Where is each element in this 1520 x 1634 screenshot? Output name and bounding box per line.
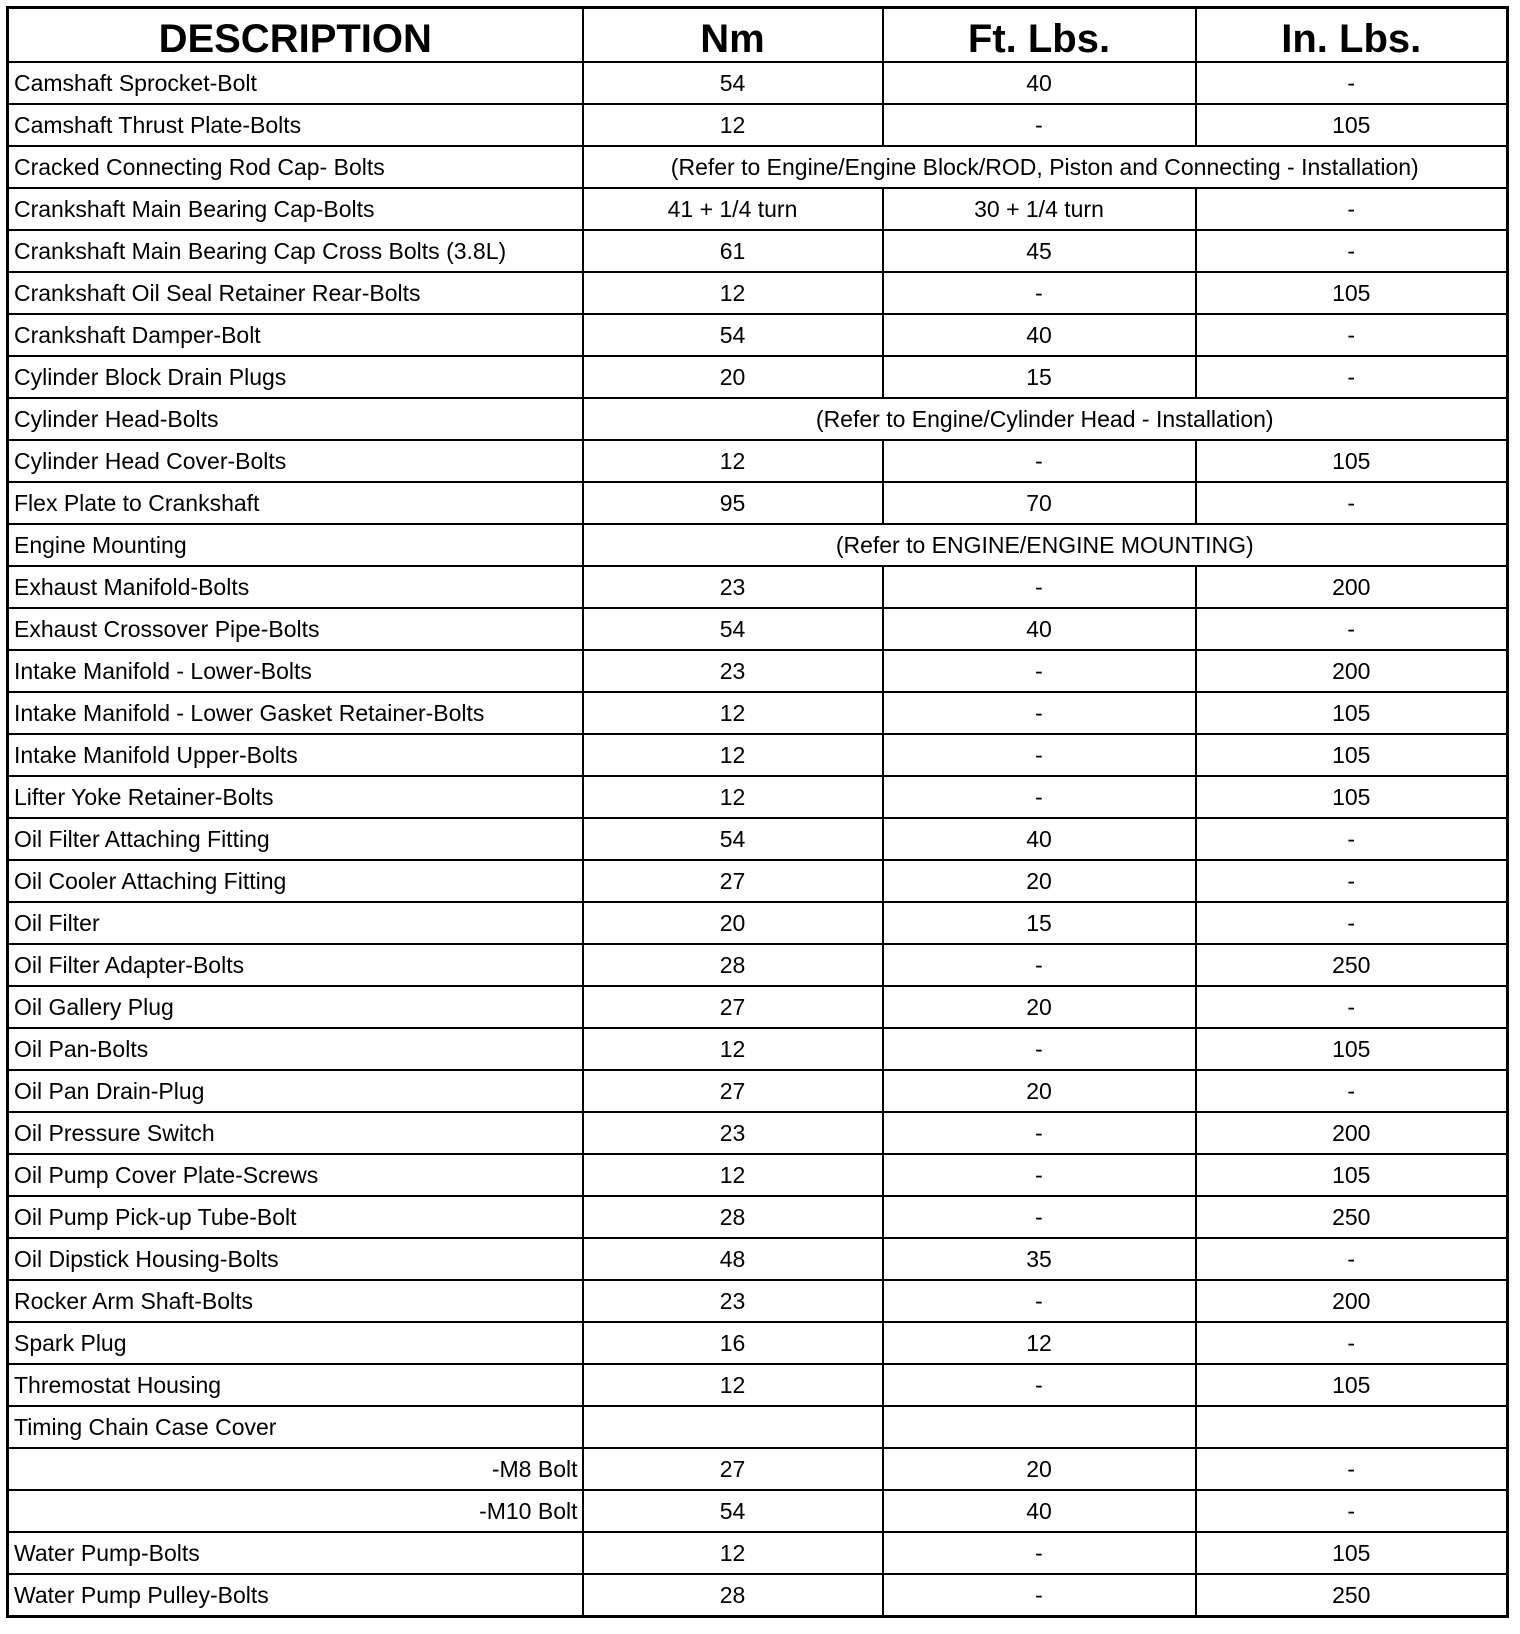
row-description: Flex Plate to Crankshaft xyxy=(8,482,583,524)
row-ft-lbs-value: - xyxy=(883,1112,1196,1154)
row-ft-lbs-value: 15 xyxy=(883,902,1196,944)
row-ft-lbs-value: 40 xyxy=(883,1490,1196,1532)
table-row xyxy=(8,272,1508,314)
row-in-lbs-value: 105 xyxy=(1196,1532,1508,1574)
table-row xyxy=(8,230,1508,272)
row-nm-value: 54 xyxy=(583,608,883,650)
row-description: Cracked Connecting Rod Cap- Bolts xyxy=(8,146,583,188)
row-description: Oil Filter Attaching Fitting xyxy=(8,818,583,860)
table-row xyxy=(8,1364,1508,1406)
row-in-lbs-value: 105 xyxy=(1196,1028,1508,1070)
row-nm-value: 23 xyxy=(583,566,883,608)
row-in-lbs-value: - xyxy=(1196,188,1508,230)
row-nm-value: 95 xyxy=(583,482,883,524)
table-row xyxy=(8,104,1508,146)
table-body xyxy=(8,62,1508,1617)
row-nm-value: 54 xyxy=(583,818,883,860)
row-description: Oil Pressure Switch xyxy=(8,1112,583,1154)
row-ft-lbs-value: - xyxy=(883,440,1196,482)
table-row xyxy=(8,356,1508,398)
row-ft-lbs-value: 30 + 1/4 turn xyxy=(883,188,1196,230)
row-description: Exhaust Crossover Pipe-Bolts xyxy=(8,608,583,650)
row-description: Oil Pump Cover Plate-Screws xyxy=(8,1154,583,1196)
row-in-lbs-value: - xyxy=(1196,986,1508,1028)
row-nm-value: 28 xyxy=(583,1196,883,1238)
table-row xyxy=(8,1154,1508,1196)
row-reference-note: (Refer to ENGINE/ENGINE MOUNTING) xyxy=(583,524,1508,566)
row-in-lbs-value: 200 xyxy=(1196,650,1508,692)
table-row xyxy=(8,1196,1508,1238)
row-in-lbs-value: - xyxy=(1196,860,1508,902)
row-description: Crankshaft Damper-Bolt xyxy=(8,314,583,356)
row-ft-lbs-value: - xyxy=(883,692,1196,734)
row-in-lbs-value: 105 xyxy=(1196,104,1508,146)
row-description: Oil Pan-Bolts xyxy=(8,1028,583,1070)
row-description: Camshaft Thrust Plate-Bolts xyxy=(8,104,583,146)
row-nm-value: 23 xyxy=(583,1112,883,1154)
table-row xyxy=(8,188,1508,230)
table-header xyxy=(8,8,1508,63)
row-nm-value: 20 xyxy=(583,902,883,944)
row-in-lbs-value: - xyxy=(1196,356,1508,398)
row-ft-lbs-value: 20 xyxy=(883,1448,1196,1490)
table-row xyxy=(8,1070,1508,1112)
row-in-lbs-value: 200 xyxy=(1196,566,1508,608)
row-nm-value: 12 xyxy=(583,440,883,482)
row-ft-lbs-value: 12 xyxy=(883,1322,1196,1364)
row-nm-value: 12 xyxy=(583,734,883,776)
row-ft-lbs-value: 35 xyxy=(883,1238,1196,1280)
row-ft-lbs-value: - xyxy=(883,1574,1196,1617)
row-ft-lbs-value: 70 xyxy=(883,482,1196,524)
row-in-lbs-value: 250 xyxy=(1196,944,1508,986)
row-ft-lbs-value: - xyxy=(883,272,1196,314)
table-row xyxy=(8,1448,1508,1490)
row-in-lbs-value: 250 xyxy=(1196,1574,1508,1617)
row-ft-lbs-value xyxy=(883,1406,1196,1448)
table-row xyxy=(8,818,1508,860)
row-in-lbs-value: - xyxy=(1196,230,1508,272)
row-description: Cylinder Block Drain Plugs xyxy=(8,356,583,398)
table-row xyxy=(8,944,1508,986)
row-in-lbs-value: - xyxy=(1196,1322,1508,1364)
row-description: Spark Plug xyxy=(8,1322,583,1364)
table-row xyxy=(8,692,1508,734)
table-row xyxy=(8,1574,1508,1617)
row-description: Water Pump Pulley-Bolts xyxy=(8,1574,583,1617)
row-description: Cylinder Head Cover-Bolts xyxy=(8,440,583,482)
table-row xyxy=(8,314,1508,356)
table-row xyxy=(8,482,1508,524)
row-sub-description: -M10 Bolt xyxy=(8,1490,583,1532)
row-in-lbs-value: - xyxy=(1196,482,1508,524)
row-nm-value: 12 xyxy=(583,272,883,314)
table-row xyxy=(8,146,1508,188)
table-row xyxy=(8,1532,1508,1574)
row-in-lbs-value: 105 xyxy=(1196,440,1508,482)
row-description: Intake Manifold Upper-Bolts xyxy=(8,734,583,776)
row-nm-value: 54 xyxy=(583,62,883,104)
row-in-lbs-value: - xyxy=(1196,818,1508,860)
row-ft-lbs-value: 45 xyxy=(883,230,1196,272)
row-in-lbs-value: - xyxy=(1196,1490,1508,1532)
row-ft-lbs-value: 15 xyxy=(883,356,1196,398)
row-ft-lbs-value: 20 xyxy=(883,1070,1196,1112)
table-row xyxy=(8,986,1508,1028)
table-row xyxy=(8,62,1508,104)
row-ft-lbs-value: - xyxy=(883,734,1196,776)
table-row xyxy=(8,608,1508,650)
table-row xyxy=(8,1322,1508,1364)
table-row xyxy=(8,566,1508,608)
table-row xyxy=(8,860,1508,902)
row-description: Lifter Yoke Retainer-Bolts xyxy=(8,776,583,818)
row-nm-value: 12 xyxy=(583,1532,883,1574)
row-description: Camshaft Sprocket-Bolt xyxy=(8,62,583,104)
row-in-lbs-value: - xyxy=(1196,62,1508,104)
row-ft-lbs-value: - xyxy=(883,1364,1196,1406)
row-ft-lbs-value: - xyxy=(883,566,1196,608)
row-ft-lbs-value: 20 xyxy=(883,860,1196,902)
row-nm-value: 54 xyxy=(583,1490,883,1532)
row-nm-value: 16 xyxy=(583,1322,883,1364)
row-ft-lbs-value: - xyxy=(883,1028,1196,1070)
table-row xyxy=(8,398,1508,440)
table-row xyxy=(8,650,1508,692)
row-nm-value: 12 xyxy=(583,1028,883,1070)
row-description: Crankshaft Oil Seal Retainer Rear-Bolts xyxy=(8,272,583,314)
row-description: Crankshaft Main Bearing Cap-Bolts xyxy=(8,188,583,230)
row-description: Timing Chain Case Cover xyxy=(8,1406,583,1448)
table-row xyxy=(8,1028,1508,1070)
row-nm-value: 27 xyxy=(583,1070,883,1112)
row-nm-value: 12 xyxy=(583,776,883,818)
row-nm-value: 27 xyxy=(583,860,883,902)
row-in-lbs-value: 105 xyxy=(1196,692,1508,734)
table-row xyxy=(8,776,1508,818)
row-in-lbs-value: - xyxy=(1196,1448,1508,1490)
row-description: Oil Pump Pick-up Tube-Bolt xyxy=(8,1196,583,1238)
row-reference-note: (Refer to Engine/Cylinder Head - Installation) xyxy=(583,398,1508,440)
header-row xyxy=(8,8,1508,63)
table-row xyxy=(8,734,1508,776)
row-in-lbs-value: - xyxy=(1196,1070,1508,1112)
row-description: Engine Mounting xyxy=(8,524,583,566)
row-in-lbs-value: 105 xyxy=(1196,1364,1508,1406)
table-row xyxy=(8,1490,1508,1532)
row-ft-lbs-value: 40 xyxy=(883,818,1196,860)
row-in-lbs-value: - xyxy=(1196,902,1508,944)
table-row xyxy=(8,524,1508,566)
row-description: Rocker Arm Shaft-Bolts xyxy=(8,1280,583,1322)
row-nm-value: 23 xyxy=(583,1280,883,1322)
header-nm: Nm xyxy=(583,8,883,63)
row-in-lbs-value: - xyxy=(1196,314,1508,356)
row-description: Cylinder Head-Bolts xyxy=(8,398,583,440)
row-ft-lbs-value: - xyxy=(883,776,1196,818)
row-in-lbs-value: 105 xyxy=(1196,272,1508,314)
row-description: Oil Pan Drain-Plug xyxy=(8,1070,583,1112)
row-in-lbs-value: - xyxy=(1196,608,1508,650)
row-description: Oil Gallery Plug xyxy=(8,986,583,1028)
row-description: Oil Filter Adapter-Bolts xyxy=(8,944,583,986)
row-ft-lbs-value: - xyxy=(883,1280,1196,1322)
row-in-lbs-value xyxy=(1196,1406,1508,1448)
row-nm-value xyxy=(583,1406,883,1448)
row-nm-value: 12 xyxy=(583,104,883,146)
row-description: Oil Cooler Attaching Fitting xyxy=(8,860,583,902)
row-in-lbs-value: 200 xyxy=(1196,1112,1508,1154)
header-description: DESCRIPTION xyxy=(8,8,583,63)
table-row xyxy=(8,1406,1508,1448)
table-row xyxy=(8,1112,1508,1154)
row-in-lbs-value: 200 xyxy=(1196,1280,1508,1322)
row-ft-lbs-value: 20 xyxy=(883,986,1196,1028)
row-nm-value: 61 xyxy=(583,230,883,272)
row-nm-value: 20 xyxy=(583,356,883,398)
row-description: Thremostat Housing xyxy=(8,1364,583,1406)
row-description: Crankshaft Main Bearing Cap Cross Bolts (3.8L) xyxy=(8,230,583,272)
row-in-lbs-value: 105 xyxy=(1196,1154,1508,1196)
row-description: Oil Dipstick Housing-Bolts xyxy=(8,1238,583,1280)
row-nm-value: 28 xyxy=(583,1574,883,1617)
row-nm-value: 23 xyxy=(583,650,883,692)
row-ft-lbs-value: - xyxy=(883,1154,1196,1196)
row-nm-value: 48 xyxy=(583,1238,883,1280)
row-nm-value: 28 xyxy=(583,944,883,986)
row-nm-value: 12 xyxy=(583,1364,883,1406)
row-description: Intake Manifold - Lower Gasket Retainer-Bolts xyxy=(8,692,583,734)
row-nm-value: 12 xyxy=(583,1154,883,1196)
row-description: Exhaust Manifold-Bolts xyxy=(8,566,583,608)
row-description: Intake Manifold - Lower-Bolts xyxy=(8,650,583,692)
row-in-lbs-value: 250 xyxy=(1196,1196,1508,1238)
row-in-lbs-value: 105 xyxy=(1196,776,1508,818)
row-nm-value: 54 xyxy=(583,314,883,356)
row-ft-lbs-value: - xyxy=(883,104,1196,146)
row-nm-value: 41 + 1/4 turn xyxy=(583,188,883,230)
table-row xyxy=(8,1280,1508,1322)
row-ft-lbs-value: - xyxy=(883,944,1196,986)
header-ft-lbs: Ft. Lbs. xyxy=(883,8,1196,63)
row-ft-lbs-value: 40 xyxy=(883,608,1196,650)
row-in-lbs-value: - xyxy=(1196,1238,1508,1280)
row-nm-value: 12 xyxy=(583,692,883,734)
row-reference-note: (Refer to Engine/Engine Block/ROD, Piston and Connecting - Installation) xyxy=(583,146,1508,188)
row-ft-lbs-value: - xyxy=(883,1196,1196,1238)
row-nm-value: 27 xyxy=(583,986,883,1028)
row-ft-lbs-value: - xyxy=(883,1532,1196,1574)
row-description: Oil Filter xyxy=(8,902,583,944)
row-ft-lbs-value: 40 xyxy=(883,62,1196,104)
table-row xyxy=(8,440,1508,482)
row-in-lbs-value: 105 xyxy=(1196,734,1508,776)
table-row xyxy=(8,1238,1508,1280)
header-in-lbs: In. Lbs. xyxy=(1196,8,1508,63)
row-nm-value: 27 xyxy=(583,1448,883,1490)
torque-spec-table xyxy=(6,6,1509,1618)
table-row xyxy=(8,902,1508,944)
row-sub-description: -M8 Bolt xyxy=(8,1448,583,1490)
row-description: Water Pump-Bolts xyxy=(8,1532,583,1574)
row-ft-lbs-value: - xyxy=(883,650,1196,692)
row-ft-lbs-value: 40 xyxy=(883,314,1196,356)
